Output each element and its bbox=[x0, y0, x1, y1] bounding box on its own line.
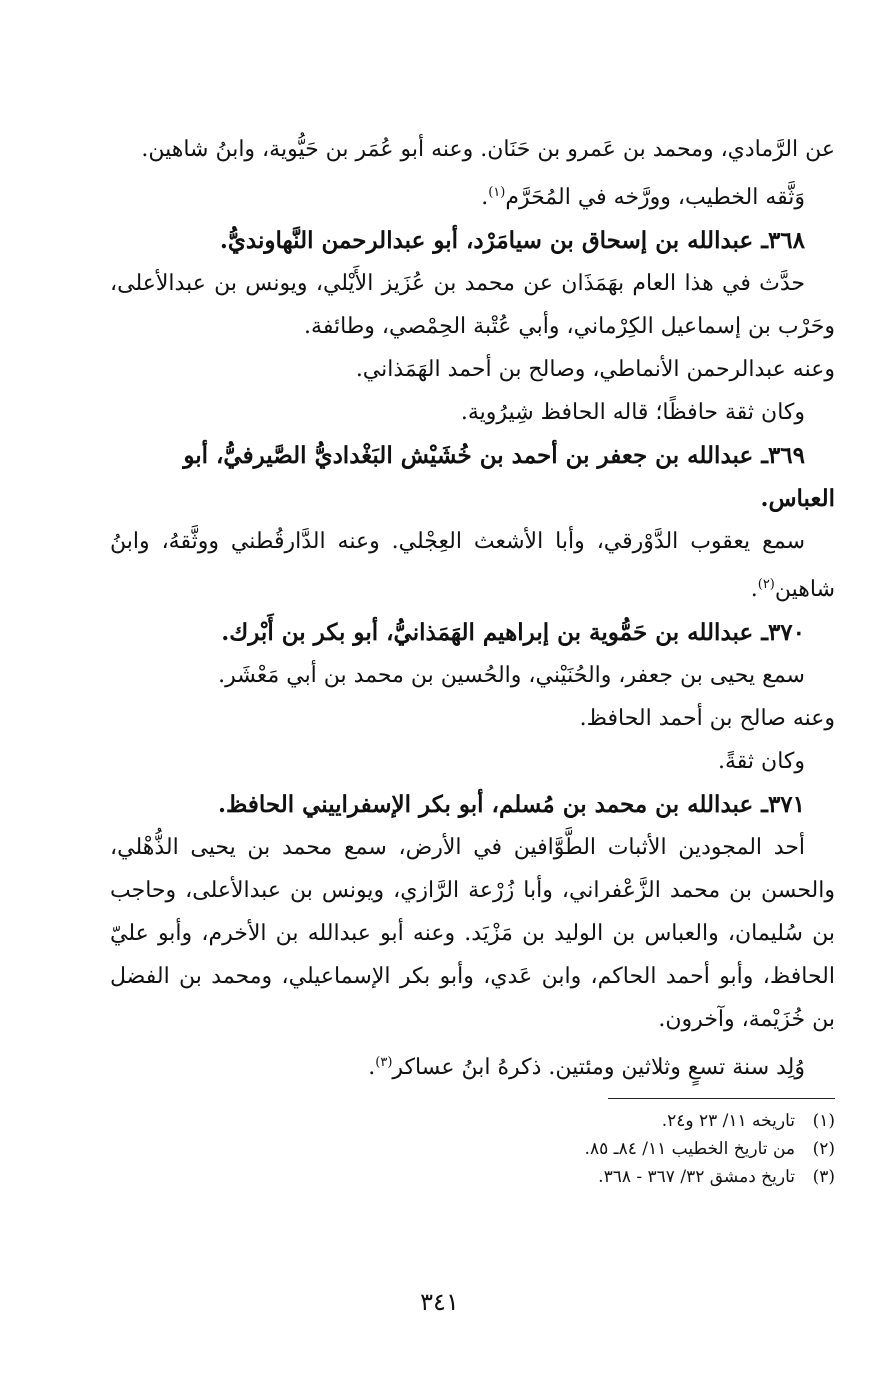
entry-heading-369: ٣٦٩ـ عبدالله بن جعفر بن أحمد بن خُشَيْش البَغْداديُّ الصَّيرفيُّ، أبو العباس. bbox=[183, 442, 835, 512]
paragraph-entry-370-heard: سمع يحيى بن جعفر، والحُنَيْني، والحُسين بن محمد بن أبي مَعْشَر. bbox=[218, 663, 805, 688]
footnote-text: تاريخه ١١/ ٢٣ و٢٤. bbox=[661, 1111, 795, 1131]
entry-heading-371: ٣٧١ـ عبدالله بن محمد بن مُسلم، أبو بكر الإسفراييني الحافظ. bbox=[218, 791, 805, 818]
paragraph-entry-368-trust: وكان ثقة حافظًا؛ قاله الحافظ شِيرُوية. bbox=[460, 400, 805, 425]
paragraph-end: . bbox=[481, 185, 489, 210]
paragraph-entry-367-trust bbox=[110, 171, 835, 219]
footnote-item bbox=[110, 1135, 835, 1163]
footnote-divider bbox=[608, 1098, 835, 1099]
footnote-ref-2[interactable]: (٢) bbox=[757, 577, 775, 592]
paragraph-entry-369-heard bbox=[110, 520, 835, 611]
footnotes-section bbox=[110, 1098, 835, 1191]
footnote-item bbox=[110, 1107, 835, 1135]
paragraph-entry-370-trust: وكان ثقةً. bbox=[718, 749, 805, 774]
footnote-item bbox=[110, 1163, 835, 1191]
footnote-text: تاريخ دمشق ٣٢/ ٣٦٧ - ٣٦٨. bbox=[598, 1167, 795, 1187]
paragraph-end: . bbox=[750, 577, 758, 602]
paragraph-text: وَثَّقه الخطيب، وورَّخه في المُحَرَّم bbox=[505, 185, 805, 210]
footnote-ref-1[interactable]: (١) bbox=[488, 185, 506, 200]
entry-heading-370: ٣٧٠ـ عبدالله بن حَمُّوية بن إبراهيم الهَمَذانيُّ، أبو بكر بن أَبْرك. bbox=[221, 619, 805, 646]
footnote-number: (٣) bbox=[812, 1167, 835, 1187]
page-body bbox=[110, 128, 835, 1089]
paragraph-entry-371-bio: أحد المجودين الأثبات الطَّوَّافين في الأرض، سمع محمد بن يحيى الذُّهْلي، والحسن بن محمد الزَّعْفراني، وأبا زُرْعة الرَّازي، ويونس بن عبدالأعلى، وحاجب بن سُليمان، والعباس بن الوليد بن مَزْيَد. وعنه أبو عبدالله بن الأخرم، وأبو عليّ الحافظ، وأبو أحمد الحاكم، وابن عَدي، وأبو بكر الإسماعيلي، ومحمد بن الفضل بن خُزَيْمة، وآخرون. bbox=[110, 835, 835, 1032]
page-number: ٣٤١ bbox=[420, 1288, 459, 1316]
footnote-number: (٢) bbox=[812, 1139, 835, 1159]
paragraph-end: . bbox=[368, 1055, 376, 1080]
footnote-number: (١) bbox=[812, 1111, 835, 1131]
paragraph-entry-371-birth bbox=[110, 1041, 835, 1089]
paragraph-entry-370-students: وعنه صالح بن أحمد الحافظ. bbox=[579, 706, 835, 731]
entry-heading-368: ٣٦٨ـ عبدالله بن إسحاق بن سيامَرْد، أبو عبدالرحمن النَّهاونديُّ. bbox=[219, 227, 805, 254]
paragraph-text: وُلِد سنة تسعٍ وثلاثين ومئتين. ذكرهُ ابنُ عساكر bbox=[392, 1055, 805, 1080]
paragraph-entry-368-narrated: حدَّث في هذا العام بهَمَذَان عن محمد بن عُزَيز الأَيْلي، ويونس بن عبدالأعلى، وحَرْب بن إسماعيل الكِرْماني، وأبي عُتْبة الحِمْصي، وطائفة. bbox=[110, 271, 835, 339]
footnote-ref-3[interactable]: (٣) bbox=[375, 1055, 393, 1070]
footnote-text: من تاريخ الخطيب ١١/ ٨٤ـ ٨٥. bbox=[584, 1139, 795, 1159]
paragraph-entry-368-students: وعنه عبدالرحمن الأنماطي، وصالح بن أحمد الهَمَذاني. bbox=[355, 357, 835, 382]
paragraph-text: سمع يعقوب الدَّوْرقي، وأبا الأشعث العِجْلي. وعنه الدَّارقُطني ووثَّقهُ، وابنُ شاهين bbox=[110, 529, 835, 602]
paragraph-entry-367-continued: عن الرَّمادي، ومحمد بن عَمرو بن حَنَان. وعنه أبو عُمَر بن حَيُّوية، وابنُ شاهين. bbox=[141, 137, 835, 162]
